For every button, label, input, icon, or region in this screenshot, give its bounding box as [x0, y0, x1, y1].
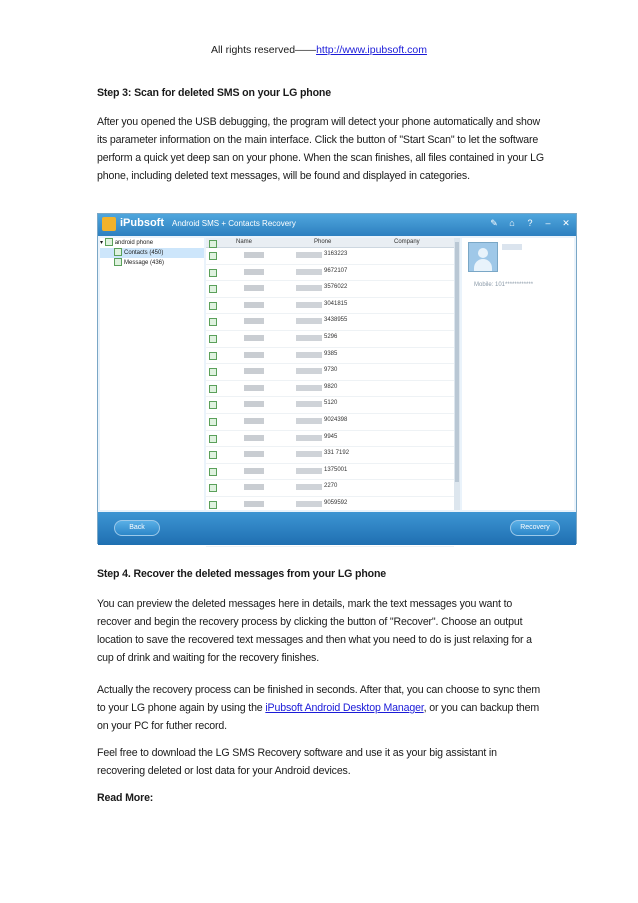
checkbox[interactable]	[105, 238, 113, 246]
phone-redacted	[296, 302, 322, 308]
phone-redacted	[296, 451, 322, 457]
row-checkbox[interactable]	[209, 501, 217, 509]
phone-value: 5296	[324, 333, 338, 340]
name-redacted	[244, 302, 264, 308]
col-phone[interactable]: Phone	[314, 239, 332, 245]
avatar	[468, 242, 498, 272]
step4-paragraph-1: You can preview the deleted messages here in details, mark the text messages you want to recover and begin the recovery process by clicking the button of "Recover". Choose an output location to save the recovered text messages and then what you need to do is just relaxing for a cup of drink and waiting for the recovery finishes.	[97, 598, 532, 664]
table-row[interactable]	[206, 497, 454, 514]
phone-value: 3576022	[324, 284, 348, 291]
phone-value: 9820	[324, 383, 338, 390]
table-row[interactable]	[206, 397, 454, 414]
help-icon[interactable]: ?	[527, 218, 533, 228]
table-row[interactable]	[206, 447, 454, 464]
app-subtitle: Android SMS + Contacts Recovery	[172, 219, 296, 228]
back-button[interactable]: Back	[114, 520, 160, 536]
detail-panel	[462, 238, 574, 510]
table-row[interactable]	[206, 248, 454, 265]
app-brand: iPubsoft	[120, 217, 164, 229]
step4-paragraph-3: Feel free to download the LG SMS Recovery software and use it as your big assistant in recovering deleted or lost data for your Android devices.	[97, 747, 497, 777]
row-checkbox[interactable]	[209, 285, 217, 293]
contacts-table	[206, 238, 454, 510]
table-row[interactable]	[206, 298, 454, 315]
read-more: Read More:	[97, 792, 154, 804]
phone-redacted	[296, 285, 322, 291]
row-checkbox[interactable]	[209, 418, 217, 426]
phone-value: 9024398	[324, 416, 348, 423]
row-checkbox[interactable]	[209, 252, 217, 260]
name-redacted	[244, 418, 264, 424]
table-row[interactable]	[206, 464, 454, 481]
table-row[interactable]	[206, 314, 454, 331]
table-header	[206, 238, 454, 248]
col-name[interactable]: Name	[236, 239, 253, 245]
name-redacted	[244, 285, 264, 291]
name-redacted	[244, 335, 264, 341]
minimize-icon[interactable]: –	[545, 218, 551, 228]
step3-heading: Step 3: Scan for deleted SMS on your LG phone	[97, 87, 331, 99]
name-redacted	[244, 484, 264, 490]
step4-paragraph-2: Actually the recovery process can be finished in seconds. After that, you can choose to sync them to your LG phone again by using the iPubsoft Android Desktop Manager, or you can backup them on your PC for futher record.	[97, 684, 540, 732]
row-checkbox[interactable]	[209, 368, 217, 376]
phone-value: 9945	[324, 433, 338, 440]
phone-redacted	[296, 501, 322, 507]
pin-icon[interactable]: ✎	[490, 218, 498, 228]
phone-value: 331 7192	[324, 450, 350, 457]
row-checkbox[interactable]	[209, 468, 217, 476]
phone-redacted	[296, 418, 322, 424]
checkbox[interactable]	[114, 258, 122, 266]
row-checkbox[interactable]	[209, 335, 217, 343]
name-redacted	[244, 368, 264, 374]
name-redacted	[244, 451, 264, 457]
row-checkbox[interactable]	[209, 435, 217, 443]
desktop-manager-link[interactable]: iPubsoft Android Desktop Manager	[265, 702, 424, 714]
phone-value: 2270	[324, 483, 338, 490]
phone-value: 3163223	[324, 251, 348, 257]
recovery-button[interactable]: Recovery	[510, 520, 560, 536]
table-scrollbar[interactable]	[454, 238, 460, 510]
name-redacted	[244, 468, 264, 474]
category-tree	[100, 238, 204, 510]
row-checkbox[interactable]	[209, 352, 217, 360]
header-text: All rights reserved——	[211, 44, 317, 56]
phone-redacted	[296, 484, 322, 490]
step3-body: After you opened the USB debugging, the program will detect your phone automatically and show its parameter information on the main interface. Click the button of "Start Scan" to let the software perform a quick yet deep san on your phone. When the scan finishes, all files contained in your LG phone, including deleted text messages, will be found and displayed in categories.	[97, 116, 544, 182]
phone-redacted	[296, 252, 322, 258]
phone-value: 3041815	[324, 300, 348, 307]
phone-redacted	[296, 269, 322, 275]
name-redacted	[244, 252, 264, 258]
tree-item-contacts[interactable]: Contacts (450)	[100, 248, 204, 258]
phone-value: 5120	[324, 400, 338, 407]
tree-item-message[interactable]: Message (436)	[100, 258, 204, 268]
phone-value: 3438955	[324, 317, 348, 324]
step4-heading: Step 4. Recover the deleted messages from your LG phone	[97, 568, 387, 580]
app-footer	[98, 512, 576, 545]
checkbox[interactable]	[114, 248, 122, 256]
table-row[interactable]	[206, 348, 454, 365]
table-row[interactable]	[206, 480, 454, 497]
name-redacted	[244, 401, 264, 407]
phone-redacted	[296, 401, 322, 407]
header-link[interactable]: http://www.ipubsoft.com	[316, 44, 427, 56]
phone-value: 9730	[324, 367, 338, 374]
phone-redacted	[296, 352, 322, 358]
phone-value: 9672107	[324, 267, 348, 274]
name-redacted	[244, 385, 264, 391]
table-row[interactable]	[206, 331, 454, 348]
app-logo-icon	[102, 217, 116, 231]
row-checkbox[interactable]	[209, 401, 217, 409]
row-checkbox[interactable]	[209, 385, 217, 393]
page-header	[0, 44, 638, 56]
home-icon[interactable]: ⌂	[509, 218, 515, 228]
phone-redacted	[296, 468, 322, 474]
table-row[interactable]	[206, 414, 454, 431]
row-checkbox[interactable]	[209, 451, 217, 459]
table-row[interactable]	[206, 265, 454, 282]
select-all-checkbox[interactable]	[209, 240, 217, 248]
name-redacted	[244, 435, 264, 441]
row-checkbox[interactable]	[209, 318, 217, 326]
col-company[interactable]: Company	[394, 239, 420, 245]
contact-mobile: Mobile: 101************	[474, 282, 534, 288]
name-redacted	[244, 352, 264, 358]
phone-value: 9385	[324, 350, 338, 357]
close-icon[interactable]: ✕	[562, 218, 570, 228]
phone-redacted	[296, 335, 322, 341]
row-checkbox[interactable]	[209, 484, 217, 492]
phone-value: 1375001	[324, 466, 348, 473]
table-row[interactable]	[206, 431, 454, 448]
phone-redacted	[296, 318, 322, 324]
row-checkbox[interactable]	[209, 302, 217, 310]
table-row[interactable]	[206, 381, 454, 398]
name-redacted	[244, 501, 264, 507]
row-checkbox[interactable]	[209, 269, 217, 277]
phone-value: 9059592	[324, 499, 348, 506]
table-row[interactable]	[206, 364, 454, 381]
app-screenshot	[97, 213, 577, 544]
phone-redacted	[296, 435, 322, 441]
app-titlebar	[98, 214, 576, 236]
name-redacted	[244, 269, 264, 275]
contact-name-redacted	[502, 244, 522, 250]
phone-redacted	[296, 385, 322, 391]
phone-redacted	[296, 368, 322, 374]
name-redacted	[244, 318, 264, 324]
tree-root[interactable]: ▾ android phone	[100, 240, 154, 246]
table-row[interactable]	[206, 281, 454, 298]
